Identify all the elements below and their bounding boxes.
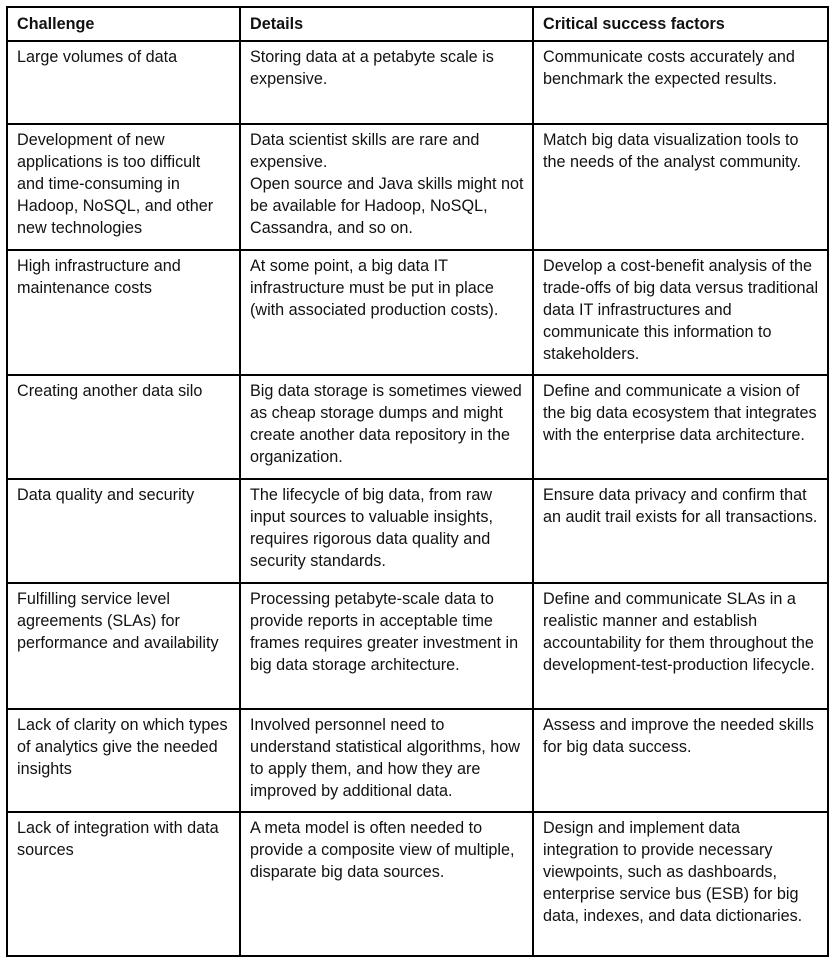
table-container — [6, 6, 829, 957]
details-cell: Big data storage is sometimes viewed as cheap storage dumps and might create another data repository in the organization. — [240, 375, 533, 479]
details-cell: Storing data at a petabyte scale is expensive. — [240, 41, 533, 124]
challenge-cell: Creating another data silo — [7, 375, 240, 479]
table-row — [7, 41, 828, 124]
details-cell: Processing petabyte-scale data to provide reports in acceptable time frames requires greater investment in big data storage architecture. — [240, 583, 533, 709]
details-cell: Involved personnel need to understand statistical algorithms, how to apply them, and how they are improved by additional data. — [240, 709, 533, 812]
table-row — [7, 479, 828, 583]
success-factors-cell: Match big data visualization tools to the needs of the analyst community. — [533, 124, 828, 250]
header-critical-success-factors: Critical success factors — [533, 7, 828, 41]
challenge-cell: Lack of clarity on which types of analytics give the needed insights — [7, 709, 240, 812]
success-factors-cell: Communicate costs accurately and benchmark the expected results. — [533, 41, 828, 124]
challenge-cell: Large volumes of data — [7, 41, 240, 124]
challenge-cell: Development of new applications is too difficult and time-consuming in Hadoop, NoSQL, and other new technologies — [7, 124, 240, 250]
challenge-cell: Fulfilling service level agreements (SLAs) for performance and availability — [7, 583, 240, 709]
challenges-table — [6, 6, 829, 957]
success-factors-cell: Define and communicate a vision of the big data ecosystem that integrates with the enterprise data architecture. — [533, 375, 828, 479]
details-cell: The lifecycle of big data, from raw input sources to valuable insights, requires rigorous data quality and security standards. — [240, 479, 533, 583]
table-row — [7, 709, 828, 812]
header-row — [7, 7, 828, 41]
details-cell: A meta model is often needed to provide a composite view of multiple, disparate big data sources. — [240, 812, 533, 956]
table-row — [7, 375, 828, 479]
challenge-cell: High infrastructure and maintenance costs — [7, 250, 240, 375]
success-factors-cell: Define and communicate SLAs in a realistic manner and establish accountability for them throughout the development-test-production lifecycle. — [533, 583, 828, 709]
header-details: Details — [240, 7, 533, 41]
details-cell: At some point, a big data IT infrastructure must be put in place (with associated production costs). — [240, 250, 533, 375]
table-row — [7, 250, 828, 375]
details-cell: Data scientist skills are rare and expensive. Open source and Java skills might not be available for Hadoop, NoSQL, Cassandra, and so on. — [240, 124, 533, 250]
header-challenge: Challenge — [7, 7, 240, 41]
table-row — [7, 583, 828, 709]
challenge-cell: Data quality and security — [7, 479, 240, 583]
success-factors-cell: Ensure data privacy and confirm that an audit trail exists for all transactions. — [533, 479, 828, 583]
table-row — [7, 812, 828, 956]
success-factors-cell: Design and implement data integration to provide necessary viewpoints, such as dashboards, enterprise service bus (ESB) for big data, indexes, and data dictionaries. — [533, 812, 828, 956]
table-row — [7, 124, 828, 250]
success-factors-cell: Develop a cost-benefit analysis of the trade-offs of big data versus traditional data IT infrastructures and communicate this information to stakeholders. — [533, 250, 828, 375]
success-factors-cell: Assess and improve the needed skills for big data success. — [533, 709, 828, 812]
challenge-cell: Lack of integration with data sources — [7, 812, 240, 956]
